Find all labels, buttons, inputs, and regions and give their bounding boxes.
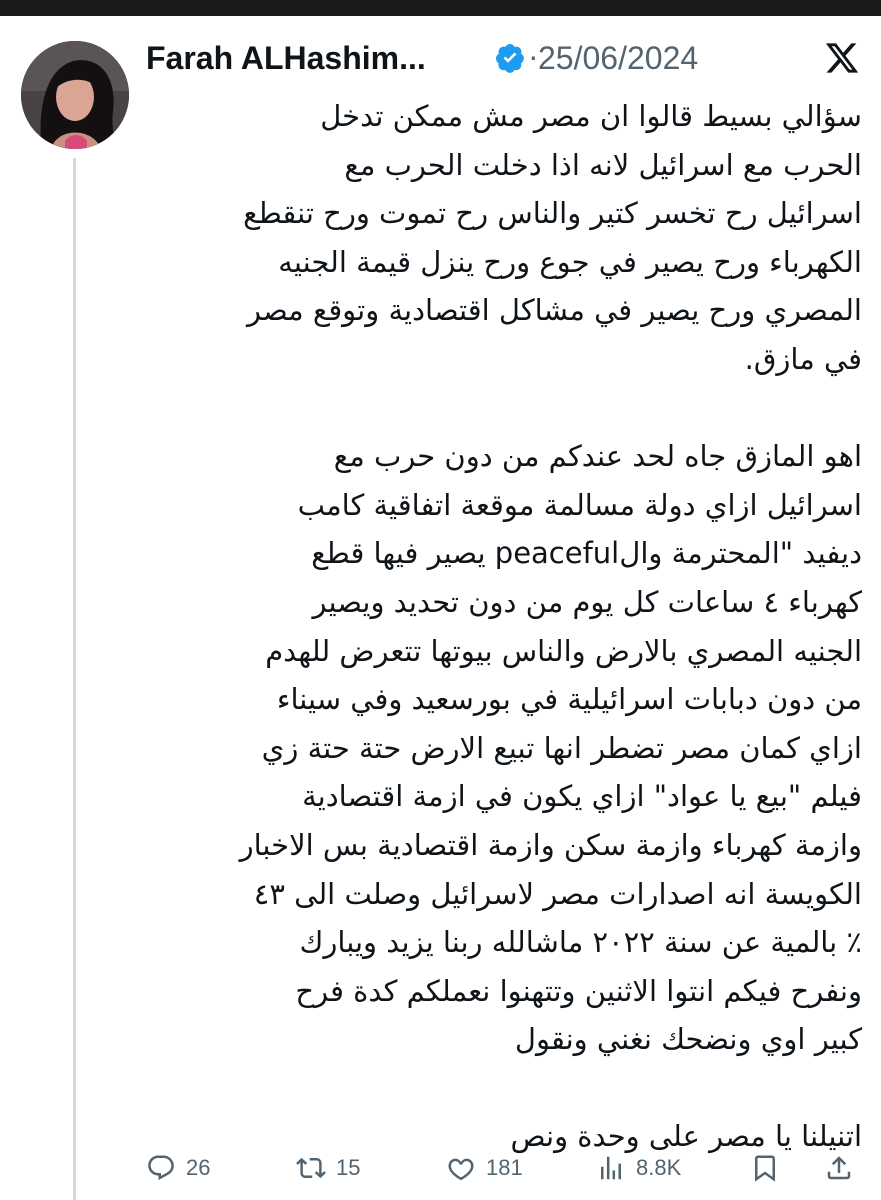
share-icon (824, 1153, 854, 1183)
text-line: اهو المازق جاه لحد عندكم من دون حرب مع (333, 439, 862, 474)
like-button[interactable] (446, 1148, 523, 1188)
views-icon (596, 1153, 626, 1183)
avatar[interactable] (21, 41, 129, 149)
verified-badge-icon (494, 42, 526, 74)
text-line: ديفيد "المحترمة والpeaceful يصير فيها قطع (311, 536, 862, 571)
text-line: وازمة كهرباء وازمة سكن وازمة اقتصادية بس الاخبار (239, 827, 862, 862)
share-button[interactable] (824, 1148, 854, 1188)
separator-dot: · (528, 38, 539, 74)
text-line: اسرائيل رح تخسر كتير والناس رح تموت ورح تنقطع (243, 196, 862, 231)
text-line: الحرب مع اسرائيل لانه اذا دخلت الحرب مع (344, 147, 862, 182)
tweet-date[interactable]: 25/06/2024 (538, 40, 699, 76)
text-line: المصري ورح يصير في مشاكل اقتصادية وتوقع مصر (246, 293, 862, 328)
thread-line (73, 158, 76, 1200)
status-bar (0, 0, 881, 16)
heart-icon (446, 1153, 476, 1183)
tweet-paragraph-1 (146, 92, 862, 384)
text-line: فيلم "بيع يا عواد" ازاي يكون في ازمة اقتصادية (302, 779, 862, 814)
tweet-text (146, 92, 862, 1161)
text-line: من دون دبابات اسرائيلية في بورسعيد وفي سيناء (276, 682, 862, 717)
views-count: 8.8K (636, 1155, 682, 1180)
text-line: في مازق. (744, 341, 862, 376)
reply-count: 26 (186, 1155, 211, 1180)
tweet-actions (146, 1148, 862, 1188)
text-line: ازاي كمان مصر تضطر انها تبيع الارض حتة حتة زي (261, 730, 862, 765)
text-line: الكهرباء ورح يصير في جوع ورح ينزل قيمة الجنيه (278, 244, 862, 279)
author-name[interactable]: Farah ALHashim... (146, 40, 426, 76)
text-line: اتنيلنا يا مصر على وحدة ونص (510, 1119, 862, 1154)
bookmark-icon (750, 1153, 780, 1183)
text-line: كبير اوي ونضحك نغني ونقول (514, 1022, 862, 1057)
text-line: الجنيه المصري بالارض والناس بيوتها تتعرض للهدم (265, 633, 862, 668)
like-count: 181 (486, 1155, 523, 1180)
reply-icon (146, 1153, 176, 1183)
text-line: الكويسة انه اصدارات مصر لاسرائيل وصلت الى ٤٣ (253, 876, 862, 911)
repost-icon (296, 1153, 326, 1183)
tweet-header (146, 36, 866, 80)
x-logo-icon[interactable] (824, 40, 860, 76)
repost-button[interactable] (296, 1148, 360, 1188)
text-line: ٪ بالمية عن سنة ٢٠٢٢ ماشالله ربنا يزيد ويبارك (299, 925, 862, 960)
text-line: اسرائيل ازاي دولة مسالمة موقعة اتفاقية كامب (297, 487, 862, 522)
tweet-paragraph-2 (146, 432, 862, 1064)
text-line: سؤالي بسيط قالوا ان مصر مش ممكن تدخل (320, 99, 862, 133)
text-line: كهرباء ٤ ساعات كل يوم من دون تحديد ويصير (312, 584, 862, 619)
reply-button[interactable] (146, 1148, 210, 1188)
repost-count: 15 (336, 1155, 361, 1180)
views-button[interactable] (596, 1148, 681, 1188)
bookmark-button[interactable] (750, 1148, 780, 1188)
text-line: ونفرح فيكم انتوا الاثنين وتتهنوا نعملكم كدة فرح (295, 973, 862, 1008)
